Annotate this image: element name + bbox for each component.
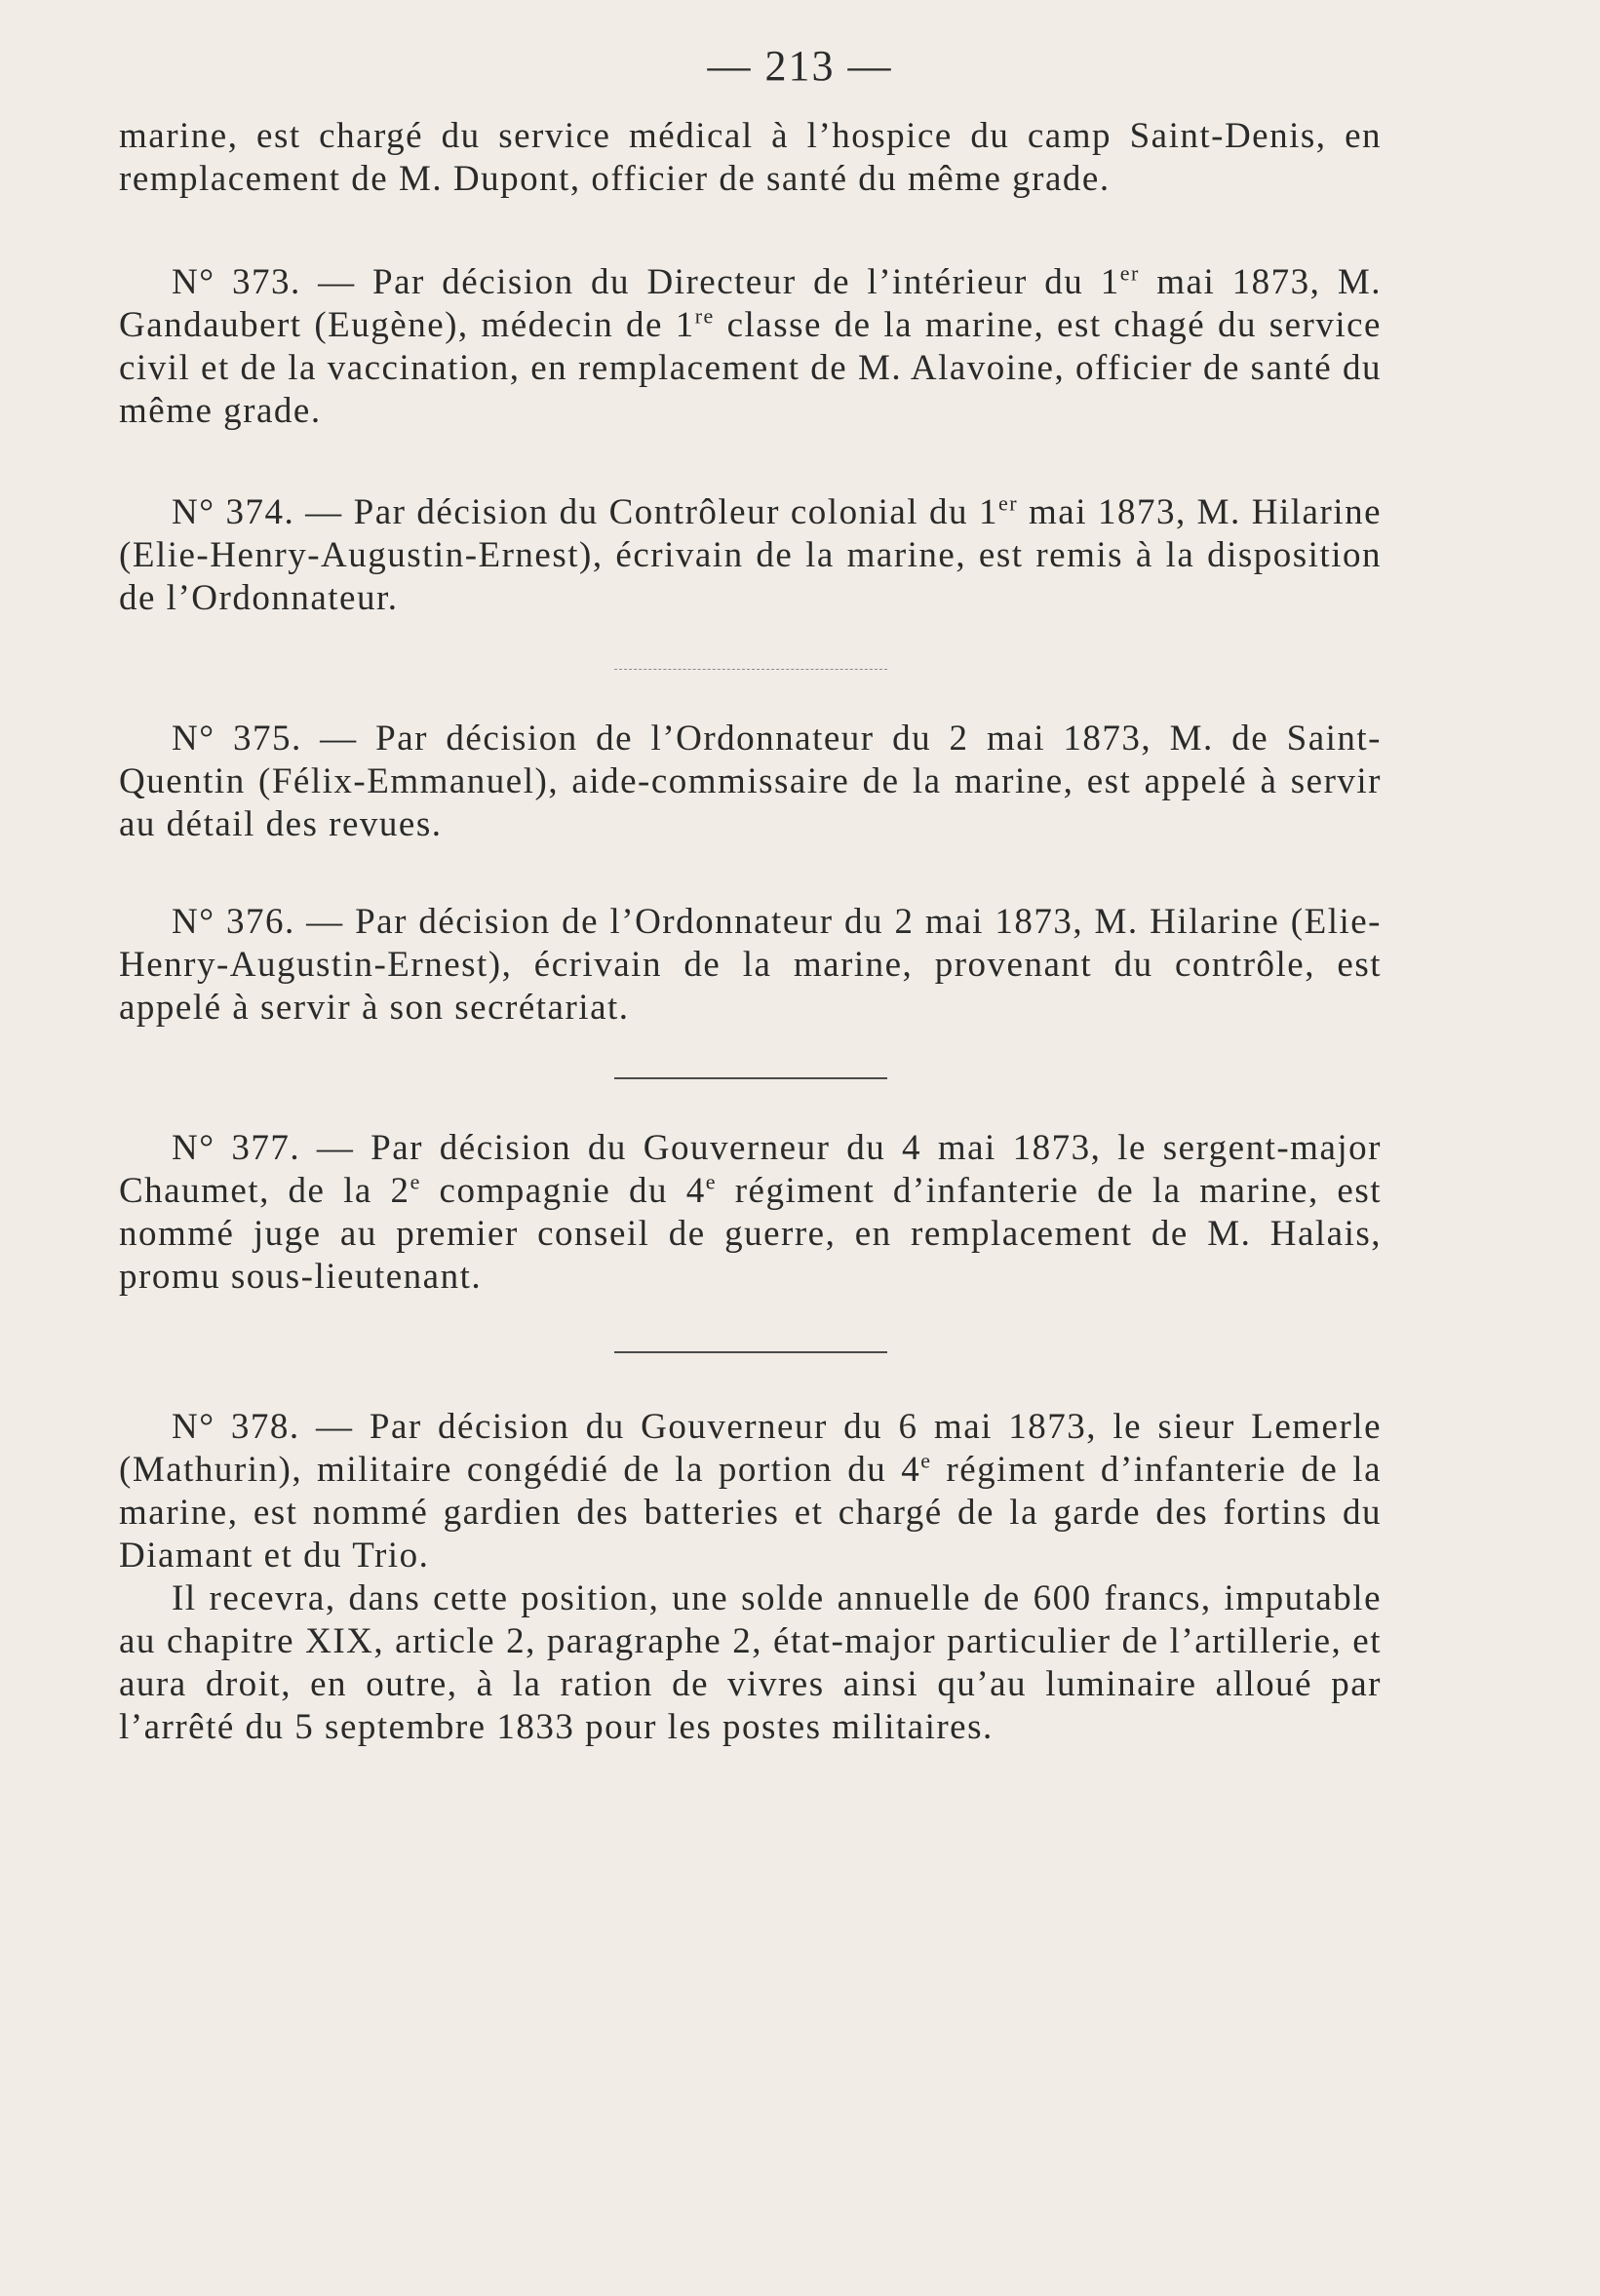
entry-377-sup-2: e bbox=[705, 1169, 718, 1194]
entry-373-sup-1: er bbox=[1119, 260, 1140, 286]
entry-377-rest: régiment d’infanterie de la marine, est nommé juge au premier conseil de guerre, en remplacement de M. Halais, promu sous-lieutenant. bbox=[119, 1171, 1383, 1297]
entry-373-lead: N° 373. — Par décision du Directeur de l’intérieur du 1 bbox=[172, 262, 1120, 302]
entry-378-lead: N° 378. — Par décision du Gouverneur du 6 mai 1873, le sieur Lemerle (Mathurin), militaire congédié de la portion du 4 bbox=[119, 1407, 1382, 1490]
separator-rule-1 bbox=[614, 669, 887, 670]
entry-373-mid: mai 1873, M. Gandaubert (Eugène), médecin de 1 bbox=[119, 262, 1382, 345]
entry-374 bbox=[119, 491, 1382, 620]
separator-rule-3 bbox=[614, 1351, 887, 1353]
entry-372-continuation: marine, est chargé du service médical à l’hospice du camp Saint-Denis, en remplacement de M. Dupont, officier de santé du même grade. bbox=[119, 116, 1382, 199]
entry-373-sup-2: re bbox=[694, 303, 715, 329]
separator-rule-2 bbox=[614, 1077, 887, 1079]
page-number: — 213 — bbox=[707, 42, 893, 90]
entry-373 bbox=[119, 261, 1382, 433]
entry-376: N° 376. — Par décision de l’Ordonnateur du 2 mai 1873, M. Hilarine (Elie-Henry-Augustin-Ernest), écrivain de la marine, provenant du contrôle, est appelé à servir à son secrétariat. bbox=[119, 902, 1382, 1028]
entry-374-sup-1: er bbox=[997, 490, 1019, 516]
entry-378-paragraph-2: Il recevra, dans cette position, une solde annuelle de 600 francs, imputable au chapitre XIX, article 2, paragraphe 2, état-major particulier de l’artillerie, et aura droit, en outre, à la ration de vivres ainsi qu’au luminaire alloué par l’arrêté du 5 septembre 1833 pour les postes militaires. bbox=[119, 1578, 1382, 1747]
entry-373-rest: classe de la marine, est chagé du service civil et de la vaccination, en remplacement de M. Alavoine, officier de santé du même grade. bbox=[119, 305, 1382, 431]
entry-378 bbox=[119, 1406, 1382, 1577]
entry-377-sup-1: e bbox=[410, 1169, 421, 1194]
entry-378-rest: régiment d’infanterie de la marine, est nommé gardien des batteries et chargé de la garde des fortins du Diamant et du Trio. bbox=[119, 1450, 1382, 1576]
entry-374-rest: mai 1873, M. Hilarine (Elie-Henry-Augustin-Ernest), écrivain de la marine, est remis à la disposition de l’Ordonnateur. bbox=[119, 492, 1382, 618]
entry-378-sup-1: e bbox=[920, 1448, 932, 1473]
entry-374-lead: N° 374. — Par décision du Contrôleur colonial du 1 bbox=[172, 492, 998, 532]
entry-375: N° 375. — Par décision de l’Ordonnateur du 2 mai 1873, M. de Saint-Quentin (Félix-Emmanuel), aide-commissaire de la marine, est appelé à servir au détail des revues. bbox=[119, 719, 1382, 844]
page-body bbox=[119, 115, 1382, 1749]
entry-377-mid: compagnie du 4 bbox=[420, 1171, 706, 1211]
entry-377 bbox=[119, 1127, 1382, 1299]
entry-377-lead: N° 377. — Par décision du Gouverneur du 4 mai 1873, le sergent-major Chaumet, de la 2 bbox=[119, 1128, 1382, 1211]
